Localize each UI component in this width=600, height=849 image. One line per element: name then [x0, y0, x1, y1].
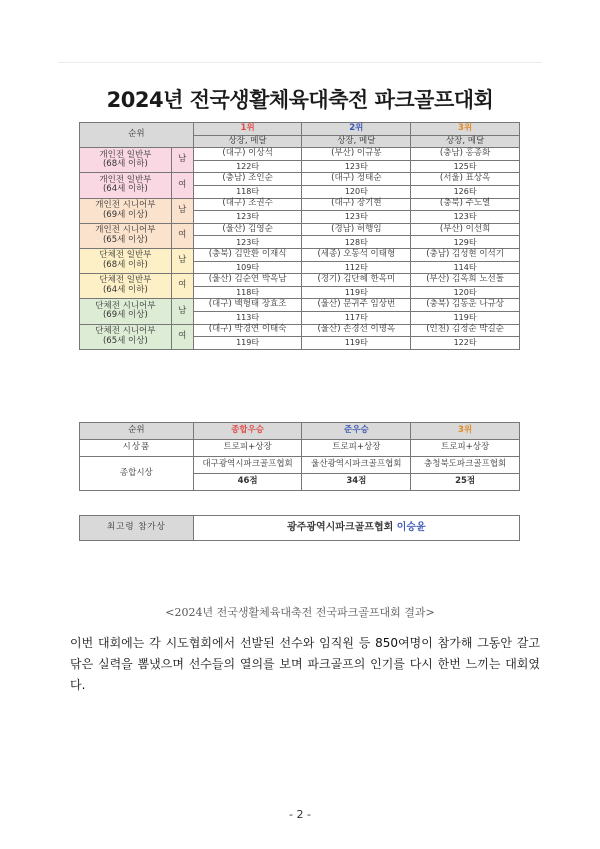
results-figure [68, 70, 532, 556]
score-cell: 123타 [193, 236, 302, 249]
winner-cell: (부산) 이규봉 [302, 148, 411, 161]
gender-cell: 남 [171, 148, 193, 173]
category-age: (64세 이하) [102, 285, 148, 296]
rank-table [79, 122, 520, 350]
table-row [80, 324, 520, 337]
gender-cell: 여 [171, 274, 193, 299]
category-name: 개인전 일반부 [99, 149, 152, 160]
score-cell: 123타 [411, 211, 520, 224]
award-label: 최고령 참가상 [80, 516, 194, 541]
award-value [193, 516, 519, 541]
category-name: 단체전 시니어부 [95, 325, 156, 336]
winner-cell: (울산) 김순연 박옥남 [193, 274, 302, 287]
category-cell [80, 198, 172, 223]
score-cell: 113타 [193, 311, 302, 324]
category-cell [80, 148, 172, 173]
score-cell: 120타 [411, 286, 520, 299]
winner-cell: (대구) 조권수 [193, 198, 302, 211]
score-cell: 123타 [302, 160, 411, 173]
table-row [80, 299, 520, 312]
winner-cell: (충북) 주노열 [411, 198, 520, 211]
overall-points: 34점 [302, 474, 411, 491]
score-cell: 118타 [193, 185, 302, 198]
score-cell: 112타 [302, 261, 411, 274]
score-cell: 114타 [411, 261, 520, 274]
score-cell: 126타 [411, 185, 520, 198]
overall-points: 25점 [411, 474, 520, 491]
winner-cell: (충남) 홍종화 [411, 148, 520, 161]
score-cell: 118타 [193, 286, 302, 299]
winner-cell: (서울) 표상옥 [411, 173, 520, 186]
overall-prize: 트로피+상장 [411, 440, 520, 457]
body-paragraph: 이번 대회에는 각 시도협회에서 선발된 선수와 임직원 등 850여명이 참가해 그동안 갈고 닦은 실력을 뽐냈으며 선수들의 열의를 보며 파크골프의 인기를 다시 한번 느끼는 대회였다. [70, 636, 540, 692]
category-name: 단체전 시니어부 [95, 300, 156, 311]
winner-cell: (경기) 김단혜 한옥미 [302, 274, 411, 287]
rank-2-header: 2위 [302, 123, 411, 136]
winner-cell: (인천) 김정순 박길순 [411, 324, 520, 337]
table-row [80, 274, 520, 287]
score-cell: 109타 [193, 261, 302, 274]
winner-cell: (대구) 정태순 [302, 173, 411, 186]
category-cell [80, 248, 172, 273]
score-cell: 128타 [302, 236, 411, 249]
winner-cell: (울산) 손경선 이명옥 [302, 324, 411, 337]
winner-cell: (충남) 조인순 [193, 173, 302, 186]
award-table [79, 515, 520, 541]
prize-header: 상장, 메달 [411, 135, 520, 148]
category-age: (68세 이하) [102, 159, 148, 170]
overall-org: 울산광역시파크골프협회 [302, 457, 411, 474]
prize-header: 상장, 메달 [193, 135, 302, 148]
winner-cell: (대구) 백형태 장효조 [193, 299, 302, 312]
overall-rank-3: 3위 [411, 423, 520, 440]
winner-cell: (부산) 이선희 [411, 223, 520, 236]
overall-org: 대구광역시파크골프협회 [193, 457, 302, 474]
winner-cell: (경남) 허행임 [302, 223, 411, 236]
table-row [80, 148, 520, 161]
winner-cell: (대구) 박경연 이태숙 [193, 324, 302, 337]
category-cell [80, 299, 172, 324]
prize-label: 시상품 [80, 440, 194, 457]
gender-cell: 남 [171, 299, 193, 324]
score-cell: 119타 [411, 311, 520, 324]
category-age: (65세 이상) [102, 234, 148, 245]
overall-prize: 트로피+상장 [193, 440, 302, 457]
score-cell: 125타 [411, 160, 520, 173]
winner-cell: (대구) 이상석 [193, 148, 302, 161]
score-cell: 129타 [411, 236, 520, 249]
category-name: 개인전 일반부 [99, 174, 152, 185]
category-age: (69세 이상) [102, 310, 148, 321]
overall-org: 충청북도파크골프협회 [411, 457, 520, 474]
category-age: (69세 이상) [102, 209, 148, 220]
category-cell [80, 274, 172, 299]
winner-cell: (세종) 오동석 이태형 [302, 248, 411, 261]
score-cell: 120타 [302, 185, 411, 198]
overall-rank-1: 종합우승 [193, 423, 302, 440]
gender-cell: 여 [171, 223, 193, 248]
category-name: 개인전 시니어부 [95, 199, 156, 210]
table-row [80, 248, 520, 261]
gender-cell: 남 [171, 198, 193, 223]
category-cell [80, 173, 172, 198]
score-cell: 119타 [302, 337, 411, 350]
overall-label: 종합시상 [80, 457, 194, 491]
overall-points: 46점 [193, 474, 302, 491]
gender-cell: 남 [171, 248, 193, 273]
table-row [80, 223, 520, 236]
gender-cell: 여 [171, 173, 193, 198]
score-cell: 122타 [411, 337, 520, 350]
overall-rank-2: 준우승 [302, 423, 411, 440]
overall-prize: 트로피+상장 [302, 440, 411, 457]
score-cell: 119타 [193, 337, 302, 350]
award-person: 이승윤 [396, 522, 426, 534]
category-age: (65세 이상) [102, 335, 148, 346]
prize-header: 상장, 메달 [302, 135, 411, 148]
category-name: 단체전 일반부 [99, 275, 152, 286]
category-age: (68세 이하) [102, 260, 148, 271]
overall-table [79, 422, 520, 491]
winner-cell: (울산) 문귀주 임상번 [302, 299, 411, 312]
category-age: (64세 이하) [102, 184, 148, 195]
winner-cell: (대구) 장기현 [302, 198, 411, 211]
overall-rank-label: 순위 [80, 423, 194, 440]
rank-1-header: 1위 [193, 123, 302, 136]
score-cell: 123타 [302, 211, 411, 224]
page-number: - 2 - [289, 808, 311, 821]
gender-cell: 여 [171, 324, 193, 349]
award-org: 광주광역시파크골프협회 [287, 522, 394, 534]
winner-cell: (충남) 김성현 이석기 [411, 248, 520, 261]
score-cell: 123타 [193, 211, 302, 224]
figure-caption: <2024년 전국생활체육대축전 전국파크골프대회 결과> [165, 606, 435, 619]
rank-3-header: 3위 [411, 123, 520, 136]
category-name: 단체전 일반부 [99, 250, 152, 261]
score-cell: 122타 [193, 160, 302, 173]
table-row [80, 173, 520, 186]
winner-cell: (울산) 김영순 [193, 223, 302, 236]
score-cell: 119타 [302, 286, 411, 299]
category-cell [80, 324, 172, 349]
category-cell [80, 223, 172, 248]
score-cell: 117타 [302, 311, 411, 324]
winner-cell: (충북) 김만환 이재식 [193, 248, 302, 261]
table-row [80, 198, 520, 211]
rank-header: 순위 [80, 123, 194, 148]
top-divider [58, 62, 542, 63]
figure-title: 2024년 전국생활체육대축전 파크골프대회 [106, 88, 494, 112]
winner-cell: (충북) 김동운 나규상 [411, 299, 520, 312]
winner-cell: (부산) 김옥희 노선돌 [411, 274, 520, 287]
category-name: 개인전 시니어부 [95, 225, 156, 236]
